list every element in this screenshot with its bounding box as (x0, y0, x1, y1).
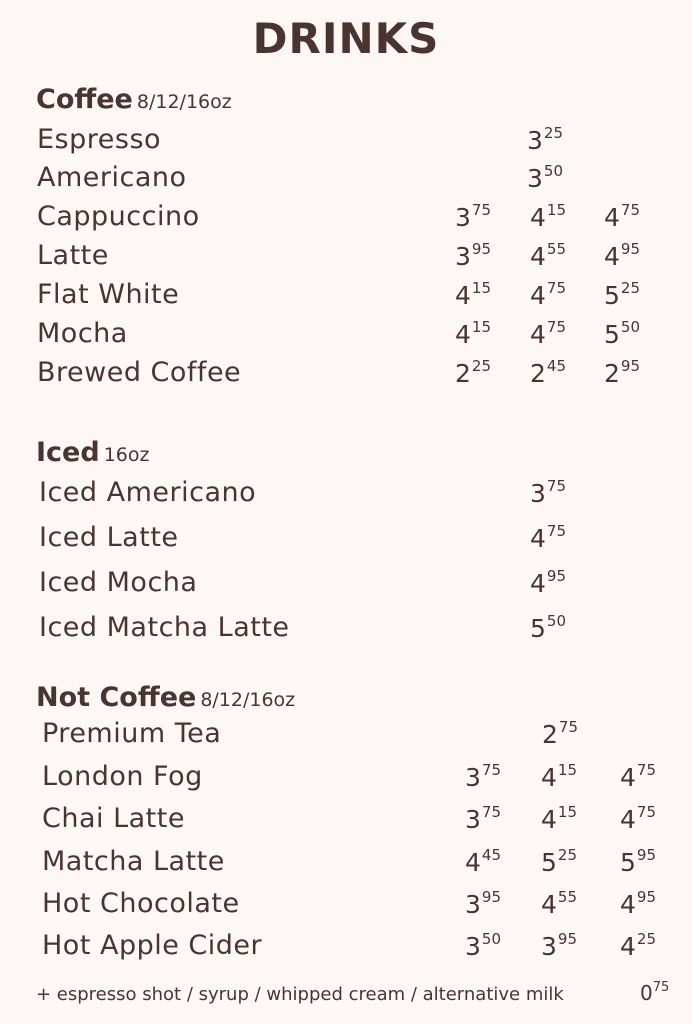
menu-item-price (455, 201, 491, 232)
price-whole: 4 (530, 569, 546, 598)
menu-item-price (465, 846, 501, 877)
menu-item-price (604, 318, 640, 349)
price-cents: 95 (557, 930, 577, 948)
menu-item-row (0, 477, 692, 517)
menu-item-price (620, 930, 656, 961)
menu-item-price (530, 279, 566, 310)
price-whole: 4 (541, 890, 557, 919)
price-whole: 3 (455, 203, 471, 232)
price-cents: 45 (546, 357, 566, 375)
menu-item-price (527, 124, 563, 155)
menu-item-price (530, 318, 566, 349)
price-cents: 25 (636, 930, 656, 948)
price-cents: 55 (546, 240, 566, 258)
menu-item-name: Premium Tea (42, 718, 222, 749)
price-cents: 95 (636, 846, 656, 864)
menu-item-name: Flat White (37, 279, 180, 310)
price-cents: 75 (481, 803, 501, 821)
price-whole: 4 (455, 320, 471, 349)
price-whole: 4 (620, 890, 636, 919)
price-cents: 25 (543, 124, 563, 142)
menu-item-price (465, 930, 501, 961)
price-cents: 15 (546, 201, 566, 219)
menu-item-row (0, 357, 692, 397)
menu-item-name: London Fog (42, 761, 203, 792)
price-cents: 75 (481, 761, 501, 779)
menu-item-price (455, 318, 491, 349)
menu-item-price (620, 888, 656, 919)
menu-item-row (0, 201, 692, 241)
menu-item-price (455, 279, 491, 310)
price-cents: 50 (543, 162, 563, 180)
price-cents: 75 (471, 201, 491, 219)
add-ons-note: + espresso shot / syrup / whipped cream / alternative milk (36, 984, 564, 1005)
menu-item-name: Brewed Coffee (37, 357, 242, 388)
price-whole: 4 (620, 932, 636, 961)
menu-item-price (527, 162, 563, 193)
price-whole: 5 (604, 281, 620, 310)
menu-item-row (0, 522, 692, 562)
price-whole: 4 (604, 203, 620, 232)
menu-item-price (530, 567, 566, 598)
price-whole: 3 (527, 126, 543, 155)
price-cents: 50 (620, 318, 640, 336)
price-whole: 3 (541, 932, 557, 961)
menu-item-price (541, 930, 577, 961)
menu-item-row (0, 846, 692, 886)
price-cents: 75 (636, 761, 656, 779)
price-cents: 50 (481, 930, 501, 948)
price-whole: 3 (527, 164, 543, 193)
menu-item-price (530, 612, 566, 643)
menu-item-row (0, 567, 692, 607)
price-cents: 15 (471, 318, 491, 336)
price-whole: 2 (604, 359, 620, 388)
price-whole: 2 (455, 359, 471, 388)
menu-item-name: Espresso (37, 124, 162, 155)
price-cents: 75 (558, 718, 578, 736)
price-whole: 2 (530, 359, 546, 388)
menu-item-price (541, 846, 577, 877)
price-cents: 95 (620, 357, 640, 375)
menu-item-price (620, 803, 656, 834)
section-sizes: 8/12/16oz (136, 91, 232, 113)
menu-item-name: Iced Americano (39, 477, 257, 508)
price-cents: 75 (546, 318, 566, 336)
price-cents: 25 (471, 357, 491, 375)
menu-item-name: Matcha Latte (42, 846, 225, 877)
price-cents: 45 (481, 846, 501, 864)
menu-item-row (0, 318, 692, 358)
menu-item-price (604, 201, 640, 232)
menu-item-price (541, 761, 577, 792)
add-ons-price (640, 980, 669, 1005)
menu-item-price (530, 522, 566, 553)
price-cents: 55 (557, 888, 577, 906)
menu-item-row (0, 930, 692, 970)
menu-title: DRINKS (252, 14, 440, 63)
price-whole: 2 (542, 720, 558, 749)
section-heading (36, 437, 149, 468)
section-heading (36, 682, 295, 713)
menu-item-row (0, 124, 692, 164)
price-whole: 4 (530, 524, 546, 553)
price-cents: 15 (557, 803, 577, 821)
section-sizes: 16oz (103, 444, 150, 466)
price-cents: 50 (546, 612, 566, 630)
price-cents: 75 (546, 477, 566, 495)
menu-item-price (604, 357, 640, 388)
price-cents: 15 (471, 279, 491, 297)
menu-item-name: Iced Matcha Latte (39, 612, 290, 643)
price-cents: 95 (546, 567, 566, 585)
menu-item-price (542, 718, 578, 749)
menu-item-name: Americano (37, 162, 187, 193)
price-whole: 3 (465, 890, 481, 919)
menu-item-row (0, 761, 692, 801)
price-whole: 4 (465, 848, 481, 877)
price-whole: 4 (530, 320, 546, 349)
price-whole: 5 (541, 848, 557, 877)
price-whole: 4 (620, 805, 636, 834)
menu-item-price (604, 240, 640, 271)
menu-item-row (0, 612, 692, 652)
price-whole: 5 (530, 614, 546, 643)
menu-item-name: Latte (37, 240, 109, 271)
add-ons-price-whole: 0 (640, 981, 653, 1005)
menu-item-name: Iced Mocha (39, 567, 198, 598)
menu-item-price (541, 803, 577, 834)
price-cents: 75 (546, 279, 566, 297)
price-whole: 3 (465, 763, 481, 792)
price-whole: 4 (541, 763, 557, 792)
section-name: Not Coffee (36, 682, 197, 713)
price-cents: 15 (557, 761, 577, 779)
price-cents: 75 (546, 522, 566, 540)
price-whole: 4 (455, 281, 471, 310)
menu-item-price (465, 803, 501, 834)
section-name: Iced (36, 437, 100, 468)
menu-item-price (530, 201, 566, 232)
price-cents: 75 (636, 803, 656, 821)
menu-item-name: Cappuccino (37, 201, 200, 232)
menu-item-price (455, 240, 491, 271)
price-whole: 3 (530, 479, 546, 508)
price-whole: 5 (620, 848, 636, 877)
price-cents: 95 (481, 888, 501, 906)
price-whole: 3 (465, 932, 481, 961)
menu-item-name: Iced Latte (39, 522, 179, 553)
price-cents: 25 (620, 279, 640, 297)
price-whole: 4 (541, 805, 557, 834)
menu-item-price (465, 761, 501, 792)
price-whole: 4 (530, 242, 546, 271)
section-heading (36, 84, 232, 115)
menu-item-row (0, 803, 692, 843)
menu-item-name: Chai Latte (42, 803, 185, 834)
price-whole: 4 (604, 242, 620, 271)
price-whole: 4 (620, 763, 636, 792)
add-ons-price-cents: 75 (652, 980, 670, 995)
price-cents: 25 (557, 846, 577, 864)
price-cents: 75 (620, 201, 640, 219)
menu-item-price (620, 846, 656, 877)
price-cents: 95 (471, 240, 491, 258)
menu-item-price (465, 888, 501, 919)
menu-item-price (604, 279, 640, 310)
menu-item-price (530, 357, 566, 388)
price-whole: 3 (455, 242, 471, 271)
price-whole: 4 (530, 281, 546, 310)
menu-item-row (0, 240, 692, 280)
menu-item-row (0, 718, 692, 758)
price-whole: 5 (604, 320, 620, 349)
menu-item-row (0, 279, 692, 319)
menu-item-price (530, 477, 566, 508)
price-cents: 95 (636, 888, 656, 906)
section-name: Coffee (36, 84, 133, 115)
menu-item-name: Hot Chocolate (42, 888, 240, 919)
menu-item-row (0, 162, 692, 202)
menu-item-name: Mocha (37, 318, 128, 349)
menu-item-price (455, 357, 491, 388)
menu-item-name: Hot Apple Cider (42, 930, 263, 961)
price-cents: 95 (620, 240, 640, 258)
price-whole: 3 (465, 805, 481, 834)
section-sizes: 8/12/16oz (200, 689, 296, 711)
price-whole: 4 (530, 203, 546, 232)
menu-item-price (530, 240, 566, 271)
menu-item-row (0, 888, 692, 928)
menu-item-price (541, 888, 577, 919)
menu-item-price (620, 761, 656, 792)
